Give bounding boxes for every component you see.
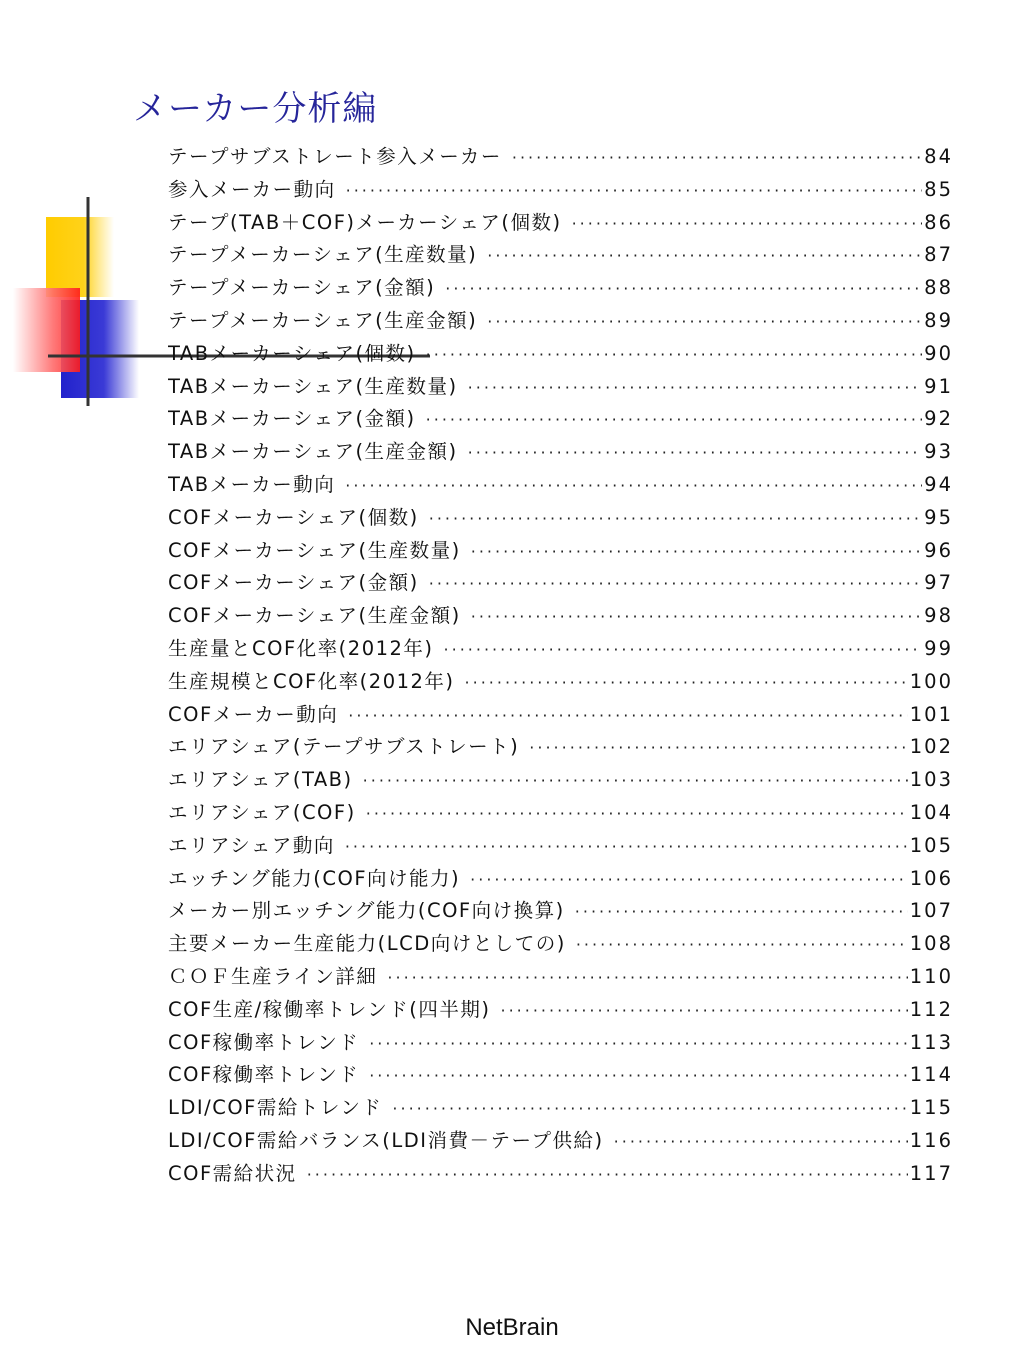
toc-entry[interactable] <box>168 535 953 568</box>
dot-leader <box>366 798 908 830</box>
toc-entry-label: TABメーカーシェア(生産数量) <box>168 374 458 398</box>
toc-entry[interactable] <box>168 338 953 371</box>
toc-entry[interactable] <box>168 895 953 928</box>
toc-entry-label: 生産量とCOF化率(2012年) <box>168 636 434 660</box>
toc-entry-page-number: 99 <box>924 636 953 660</box>
toc-entry-page-number: 103 <box>909 768 953 792</box>
blue-square <box>61 300 139 398</box>
dot-leader <box>445 273 922 305</box>
dot-leader <box>345 470 922 502</box>
toc-entry-page-number: 117 <box>909 1161 953 1185</box>
toc-entry-page-number: 93 <box>924 440 953 464</box>
toc-entry[interactable] <box>168 666 953 699</box>
toc-entry-page-number: 116 <box>909 1128 953 1152</box>
toc-entry[interactable] <box>168 141 953 174</box>
table-of-contents <box>168 141 953 1191</box>
toc-entry-label: COFメーカーシェア(個数) <box>168 505 419 529</box>
toc-entry[interactable] <box>168 928 953 961</box>
dot-leader <box>307 1159 908 1191</box>
toc-entry-label: COF生産/稼働率トレンド(四半期) <box>168 997 491 1021</box>
toc-entry-label: LDI/COF需給バランス(LDI消費－テープ供給) <box>168 1128 604 1152</box>
toc-entry-page-number: 90 <box>924 341 953 365</box>
red-square <box>13 288 80 372</box>
toc-entry-page-number: 86 <box>924 210 953 234</box>
toc-entry-label: COF需給状況 <box>168 1161 297 1185</box>
toc-entry-label: ＣＯＦ生産ライン詳細 <box>168 964 378 988</box>
toc-entry-page-number: 106 <box>909 866 953 890</box>
toc-entry-label: テープサブストレート参入メーカー <box>168 145 502 168</box>
dot-leader <box>429 503 922 535</box>
dot-leader <box>444 634 923 666</box>
toc-entry[interactable] <box>168 1158 953 1191</box>
toc-entry-label: 生産規模とCOF化率(2012年) <box>168 669 455 693</box>
dot-leader <box>471 601 922 633</box>
dot-leader <box>470 864 908 896</box>
toc-entry-page-number: 89 <box>924 308 953 332</box>
dot-leader <box>614 1126 908 1158</box>
toc-entry-label: 参入メーカー動向 <box>168 177 336 201</box>
toc-entry[interactable] <box>168 469 953 502</box>
toc-entry-page-number: 88 <box>924 276 953 300</box>
dot-leader <box>575 896 908 928</box>
toc-entry-label: COFメーカーシェア(金額) <box>168 571 419 595</box>
toc-entry-page-number: 98 <box>924 604 953 628</box>
dot-leader <box>468 437 923 469</box>
toc-entry[interactable] <box>168 371 953 404</box>
toc-entry-label: TABメーカーシェア(金額) <box>168 407 416 431</box>
toc-entry[interactable] <box>168 272 953 305</box>
dot-leader <box>576 929 908 961</box>
toc-entry[interactable] <box>168 436 953 469</box>
toc-entry[interactable] <box>168 1125 953 1158</box>
toc-entry[interactable] <box>168 207 953 240</box>
toc-entry-page-number: 85 <box>924 177 953 201</box>
toc-entry-page-number: 100 <box>909 669 953 693</box>
dot-leader <box>348 700 907 732</box>
toc-entry-label: エリアシェア(テープサブストレート) <box>168 735 520 759</box>
footer-brand: NetBrain <box>465 1314 559 1341</box>
dot-leader <box>468 372 923 404</box>
dot-leader <box>363 765 908 797</box>
yellow-square <box>46 217 114 297</box>
dot-leader <box>369 1028 908 1060</box>
toc-entry-page-number: 104 <box>909 800 953 824</box>
toc-entry[interactable] <box>168 174 953 207</box>
toc-entry-page-number: 94 <box>924 472 953 496</box>
toc-entry[interactable] <box>168 633 953 666</box>
toc-entry-label: エリアシェア動向 <box>168 833 335 857</box>
toc-entry[interactable] <box>168 502 953 535</box>
toc-entry[interactable] <box>168 403 953 436</box>
toc-entry-label: TABメーカーシェア(生産金額) <box>168 440 458 464</box>
toc-entry-page-number: 105 <box>909 833 953 857</box>
toc-entry-page-number: 97 <box>924 571 953 595</box>
toc-entry-page-number: 114 <box>909 1063 953 1087</box>
dot-leader <box>346 175 923 207</box>
toc-entry-page-number: 102 <box>909 735 953 759</box>
dot-leader <box>429 568 922 600</box>
toc-entry-label: 主要メーカー生産能力(LCD向けとしての) <box>168 932 566 956</box>
toc-entry[interactable] <box>168 600 953 633</box>
dot-leader <box>387 962 907 994</box>
toc-entry-page-number: 96 <box>924 538 953 562</box>
toc-entry-label: TABメーカー動向 <box>168 472 336 496</box>
toc-entry-page-number: 112 <box>909 997 953 1021</box>
dot-leader <box>487 306 922 338</box>
dot-leader <box>426 339 923 371</box>
toc-entry-page-number: 87 <box>924 243 953 267</box>
toc-entry[interactable] <box>168 731 953 764</box>
toc-entry-page-number: 95 <box>924 505 953 529</box>
dot-leader <box>369 1060 908 1092</box>
dot-leader <box>465 667 908 699</box>
toc-entry-label: テープメーカーシェア(金額) <box>168 276 436 300</box>
dot-leader <box>487 240 922 272</box>
toc-entry[interactable] <box>168 305 953 338</box>
toc-entry-label: メーカー別エッチング能力(COF向け換算) <box>168 899 565 923</box>
toc-entry-page-number: 101 <box>909 702 953 726</box>
toc-entry[interactable] <box>168 797 953 830</box>
toc-entry[interactable] <box>168 1059 953 1092</box>
toc-entry[interactable] <box>168 699 953 732</box>
toc-entry-label: テープメーカーシェア(生産数量) <box>168 243 478 267</box>
toc-entry[interactable] <box>168 994 953 1027</box>
toc-entry-label: エリアシェア(TAB) <box>168 768 353 792</box>
toc-entry-label: テープ(TAB＋COF)メーカーシェア(個数) <box>168 210 562 234</box>
toc-entry-label: LDI/COF需給トレンド <box>168 1096 383 1120</box>
toc-entry-page-number: 107 <box>909 899 953 923</box>
toc-entry-label: COF稼働率トレンド <box>168 1063 360 1087</box>
toc-entry-label: COFメーカーシェア(生産金額) <box>168 604 461 628</box>
toc-entry[interactable] <box>168 1092 953 1125</box>
toc-entry-label: COF稼働率トレンド <box>168 1030 360 1054</box>
toc-entry-page-number: 110 <box>909 964 953 988</box>
toc-entry[interactable] <box>168 830 953 863</box>
toc-entry-page-number: 113 <box>909 1030 953 1054</box>
toc-entry-page-number: 108 <box>909 932 953 956</box>
dot-leader <box>500 995 907 1027</box>
toc-entry[interactable] <box>168 1027 953 1060</box>
dot-leader <box>426 404 923 436</box>
toc-entry-label: TABメーカーシェア(個数) <box>168 341 416 365</box>
toc-entry[interactable] <box>168 567 953 600</box>
dot-leader <box>529 732 907 764</box>
dot-leader <box>512 142 922 174</box>
toc-entry-page-number: 91 <box>924 374 953 398</box>
toc-entry-label: COFメーカー動向 <box>168 702 339 726</box>
toc-entry-page-number: 115 <box>909 1096 953 1120</box>
dot-leader <box>572 208 923 240</box>
dot-leader <box>471 536 922 568</box>
dot-leader <box>345 831 908 863</box>
toc-entry[interactable] <box>168 764 953 797</box>
toc-entry-label: エッチング能力(COF向け能力) <box>168 866 461 890</box>
toc-entry[interactable] <box>168 239 953 272</box>
toc-entry-page-number: 92 <box>924 407 953 431</box>
toc-entry[interactable] <box>168 863 953 896</box>
toc-entry-label: エリアシェア(COF) <box>168 800 356 824</box>
toc-entry-label: テープメーカーシェア(生産金額) <box>168 308 478 332</box>
toc-entry-label: COFメーカーシェア(生産数量) <box>168 538 461 562</box>
toc-entry-page-number: 84 <box>924 145 953 168</box>
toc-entry[interactable] <box>168 961 953 994</box>
dot-leader <box>392 1093 907 1125</box>
page-title: メーカー分析編 <box>133 88 378 129</box>
